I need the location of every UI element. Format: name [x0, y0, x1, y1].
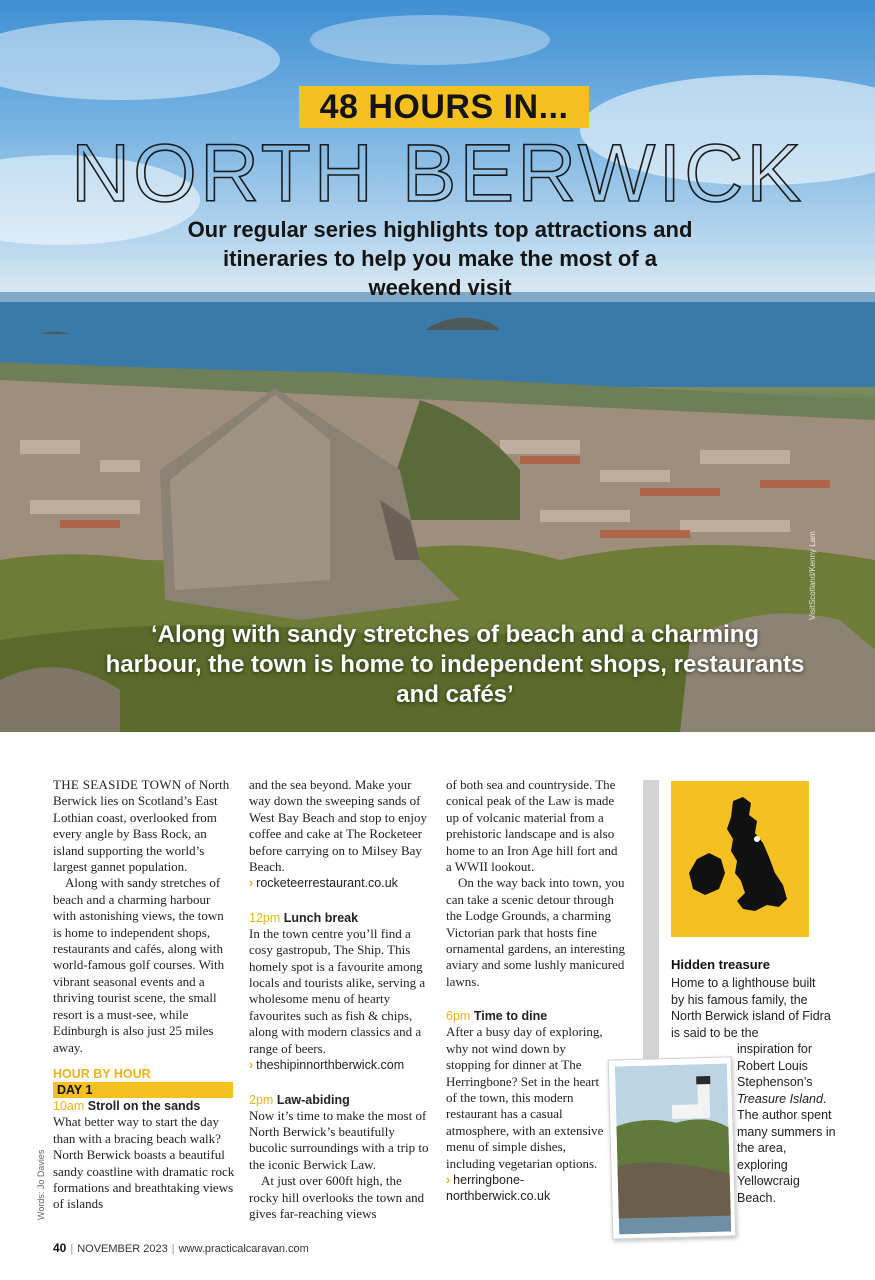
ship-link[interactable] — [249, 1057, 431, 1073]
section-time: 6pm — [446, 1009, 471, 1024]
intro-paragraph — [53, 777, 235, 875]
section-body-law-3: On the way back into town, you can take a scenic detour through the Lodge Grounds, a charming Victorian park that hosts fine ornamental gardens, an interesting aviary and some lushly manicured lawns. — [446, 875, 626, 989]
page-number: 40 — [53, 1241, 67, 1255]
website-link[interactable]: www.practicalcaravan.com — [178, 1243, 309, 1255]
section-time: 10am — [53, 1099, 85, 1114]
section-time: 12pm — [249, 910, 281, 925]
section-time: 2pm — [249, 1092, 274, 1107]
issue-date: NOVEMBER 2023 — [77, 1243, 168, 1255]
series-kicker: 48 HOURS IN... — [299, 86, 589, 128]
article-column-1 — [53, 777, 235, 1213]
article-column-2 — [249, 777, 431, 1222]
section-body-stroll: What better way to start the day than with a bracing beach walk? North Berwick boasts a beautiful sandy coastline with dramatic rock formations and breathtaking views of islands — [53, 1114, 235, 1212]
section-body-lunch: In the town centre you’ll find a cosy gastropub, The Ship. This homely spot is a favourite among locals and tourists alike, serving a wholesome menu of hearty favourites such as fish & chips, along with modern classics and a range of beers. — [249, 925, 426, 1056]
section-body-law: Now it’s time to make the most of North Berwick’s beautifully bucolic surroundings with a trip to the iconic Berwick Law. — [249, 1107, 429, 1172]
photo-credit: VisitScotland/Kenny Lam — [808, 531, 817, 620]
sidebar-heading: Hidden treasure — [671, 957, 770, 972]
section-title: Law-abiding — [276, 1092, 350, 1107]
intro-paragraph-2: Along with sandy stretches of beach and a charming harbour with astonishing views, the town is home to independent shops, restaurants and cafés, along with world-famous golf courses. With vibrant seasonal events and a thriving tourist scene, the small resort is a must-see, while Edinburgh is also just 25 miles away. — [53, 875, 225, 1055]
chevron-right-icon: › — [446, 1172, 451, 1187]
book-title: Treasure Island — [737, 1091, 823, 1106]
byline: Words: Jo Davies — [36, 1149, 46, 1220]
rocketeer-link[interactable] — [249, 875, 431, 891]
intro-text: of North Berwick lies on Scotland’s East Lothian coast, overlooked from every angle by Bass Rock, an island supporting the world’s largest gannet population. — [53, 777, 230, 875]
lighthouse-illustration — [615, 1064, 731, 1235]
page-title — [0, 128, 875, 220]
ship-link-text[interactable]: theshipinnorthberwick.com — [256, 1058, 405, 1073]
section-body-stroll-cont: and the sea beyond. Make your way down the sweeping sands of West Bay Beach and stop to enjoy coffee and cake at The Rocketeer before carrying on to Milsey Bay Beach. — [249, 777, 428, 875]
intro-lead: THE SEASIDE TOWN — [53, 777, 182, 792]
section-title: Stroll on the sands — [87, 1099, 201, 1114]
uk-map — [671, 781, 809, 937]
sidebar-text-2-a: inspiration for Robert Louis Stephenson’s — [737, 1042, 813, 1089]
hour-by-hour-heading: HOUR BY HOUR — [53, 1066, 151, 1081]
section-body-dine: After a busy day of exploring, why not wind down by stopping for dinner at The Herringbone? Set in the heart of the town, this modern restaurant has a casual atmosphere, with an extensive menu of simple dishes, including vegetarian options. — [446, 1024, 604, 1171]
chevron-right-icon: › — [249, 1058, 254, 1073]
article-column-3 — [446, 777, 626, 1205]
section-title: Time to dine — [473, 1009, 548, 1024]
section-heading-dine — [446, 1008, 626, 1024]
herringbone-link-text[interactable]: herringbone-northberwick.co.uk — [446, 1172, 551, 1204]
chevron-right-icon: › — [249, 876, 254, 891]
sidebar-divider — [643, 780, 659, 1062]
section-body-law-2: At just over 600ft high, the rocky hill overlooks the town and gives far-reaching views — [249, 1173, 425, 1221]
lighthouse-photo — [608, 1056, 737, 1239]
section-heading-law — [249, 1092, 431, 1108]
herringbone-link[interactable] — [446, 1172, 576, 1205]
section-heading-stroll — [53, 1098, 235, 1114]
rocketeer-link-text[interactable]: rocketeerrestaurant.co.uk — [256, 876, 398, 891]
page-footer: 40 | NOVEMBER 2023 | www.practicalcaravan.com — [53, 1241, 309, 1255]
page-title-text: NORTH BERWICK — [70, 128, 805, 219]
sidebar-text-2-c: . The author spent many summers in the area, exploring Yellowcraig Beach. — [737, 1091, 836, 1205]
day-1-label: DAY 1 — [53, 1082, 233, 1098]
sidebar-text-2 — [737, 1041, 837, 1206]
sidebar-text-1: Home to a lighthouse built by his famous family, the North Berwick island of Fidra is said to be the — [671, 976, 831, 1040]
section-heading-lunch — [249, 910, 431, 926]
uk-map-icon — [671, 781, 809, 937]
section-title: Lunch break — [283, 910, 359, 925]
section-body-law-cont: of both sea and countryside. The conical peak of the Law is made up of volcanic material from a prehistoric landscape and is also home to an Iron Age hill fort and a WWII lookout. — [446, 777, 618, 875]
standfirst: Our regular series highlights top attractions and itineraries to help you make the most of a weekend visit — [187, 217, 693, 300]
pull-quote: ‘Along with sandy stretches of beach and a charming harbour, the town is home to independent shops, restaurants and cafés’ — [105, 621, 805, 708]
